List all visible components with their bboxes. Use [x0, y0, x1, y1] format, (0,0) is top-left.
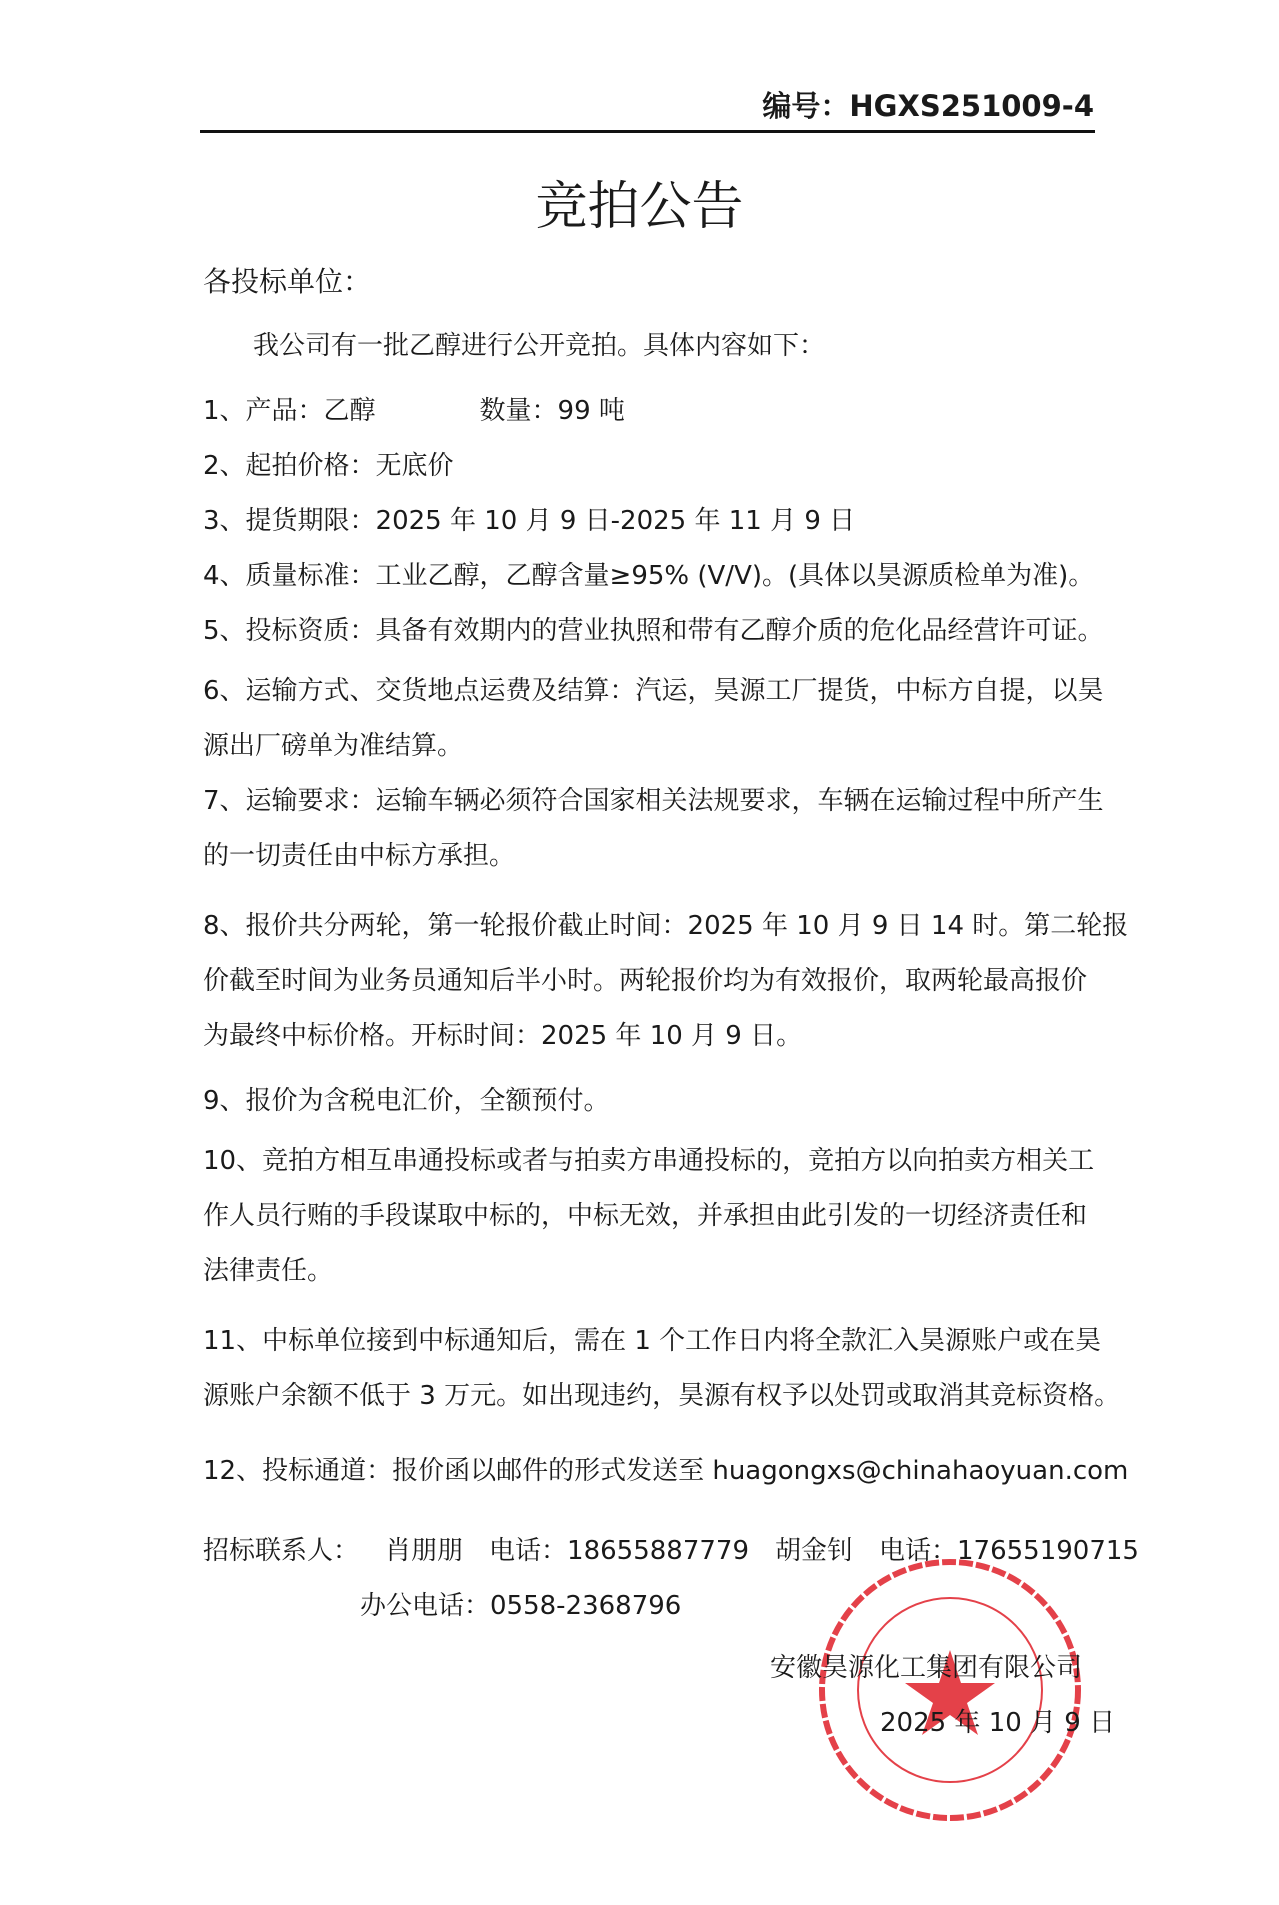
item-5: 5、投标资质：具备有效期内的营业执照和带有乙醇介质的危化品经营许可证。 — [203, 616, 1104, 646]
item-3: 3、提货期限：2025 年 10 月 9 日-2025 年 11 月 9 日 — [203, 506, 856, 536]
header-rule — [200, 130, 1095, 133]
item-7: 7、运输要求：运输车辆必须符合国家相关法规要求，车辆在运输过程中所产生 — [203, 786, 1104, 816]
item-8: 8、报价共分两轮，第一轮报价截止时间：2025 年 10 月 9 日 14 时。第二轮报 — [203, 911, 1129, 941]
document-number: 编号：HGXS251009-4 — [762, 89, 1094, 123]
item-4: 4、质量标准：工业乙醇，乙醇含量≥95% (V/V)。(具体以昊源质检单为准)。 — [203, 561, 1095, 591]
contact-person-1: 肖朋朋 — [385, 1536, 464, 1566]
item-10: 10、竞拍方相互串通投标或者与拍卖方串通投标的，竞拍方以向拍卖方相关工 — [203, 1146, 1095, 1176]
item-8-cont2: 为最终中标价格。开标时间：2025 年 10 月 9 日。 — [203, 1021, 803, 1051]
issue-date: 2025 年 10 月 9 日 — [880, 1708, 1116, 1738]
item-2: 2、起拍价格：无底价 — [203, 451, 454, 481]
contact-label: 招标联系人： — [203, 1536, 360, 1566]
notice-body — [203, 254, 1163, 1751]
contact-person-2: 胡金钊 — [775, 1536, 854, 1566]
office-phone: 办公电话：0558-2368796 — [360, 1591, 682, 1621]
item-12: 12、投标通道：报价函以邮件的形式发送至 huagongxs@chinahaoyuan.com — [203, 1456, 1129, 1486]
company-name: 安徽昊源化工集团有限公司 — [770, 1653, 1083, 1683]
item-9: 9、报价为含税电汇价，全额预付。 — [203, 1086, 610, 1116]
contacts-row — [203, 1524, 1163, 1579]
item-11: 11、中标单位接到中标通知后，需在 1 个工作日内将全款汇入昊源账户或在昊 — [203, 1326, 1102, 1356]
item-11-cont: 源账户余额不低于 3 万元。如出现违约，昊源有权予以处罚或取消其竞标资格。 — [203, 1381, 1121, 1411]
item-7-cont: 的一切责任由中标方承担。 — [203, 841, 516, 871]
intro: 我公司有一批乙醇进行公开竞拍。具体内容如下： — [253, 331, 826, 361]
item-10-cont2: 法律责任。 — [203, 1256, 334, 1286]
item-6: 6、运输方式、交货地点运费及结算：汽运，昊源工厂提货，中标方自提，以昊 — [203, 676, 1104, 706]
item-10-cont: 作人员行贿的手段谋取中标的，中标无效，并承担由此引发的一切经济责任和 — [203, 1201, 1088, 1231]
item-8-cont: 价截至时间为业务员通知后半小时。两轮报价均为有效报价，取两轮最高报价 — [203, 966, 1088, 996]
salutation: 各投标单位： — [203, 265, 372, 298]
contact-phone-2: 电话：17655190715 — [879, 1536, 1139, 1566]
page-title: 竞拍公告 — [535, 177, 744, 237]
item-6-cont: 源出厂磅单为准结算。 — [203, 731, 464, 761]
item-1: 1、产品：乙醇 数量：99 吨 — [203, 396, 625, 426]
contact-phone-1: 电话：18655887779 — [489, 1536, 749, 1566]
